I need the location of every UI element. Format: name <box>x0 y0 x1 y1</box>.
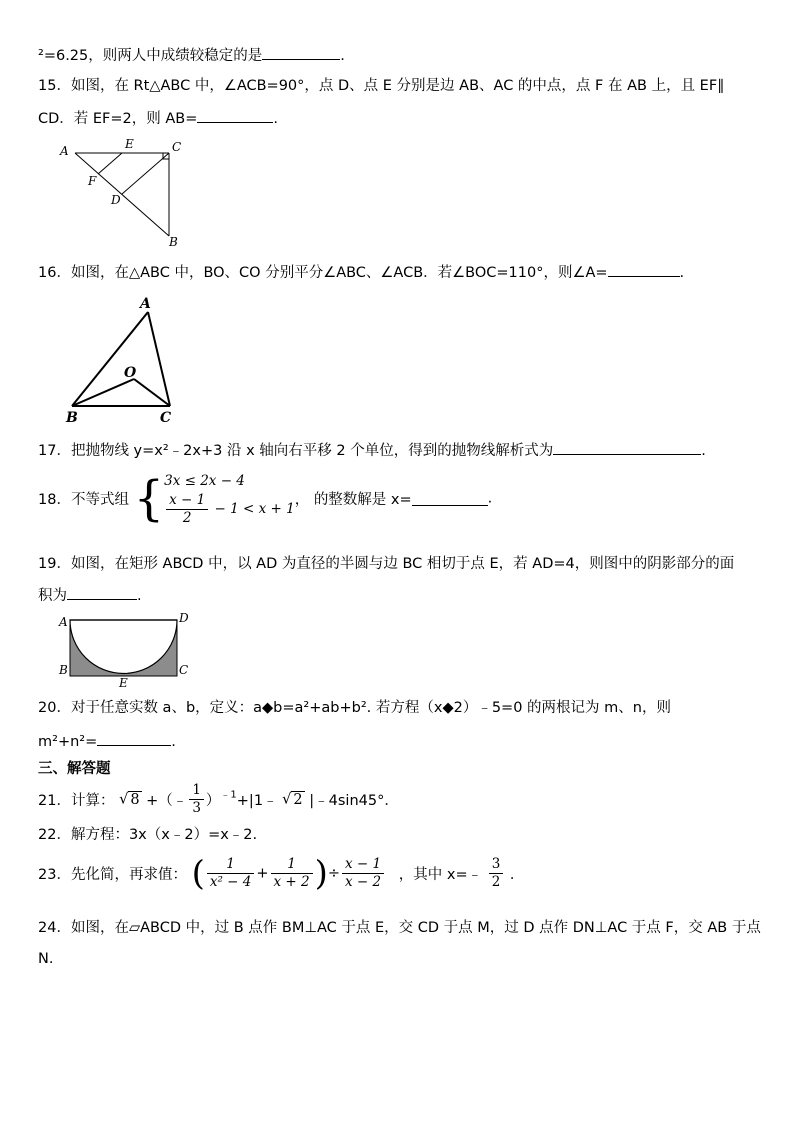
label-O: O <box>124 365 137 381</box>
label-D: D <box>111 193 121 207</box>
label-C: C <box>160 410 172 426</box>
sqrt-2: √ 2 <box>282 791 303 808</box>
inequality-system: 3x ≤ 2x − 4 $\frac{x - 1}{2}$ − 1 < x + 1 <box>164 473 295 526</box>
q15-line1: 15．如图，在 Rt△ABC 中，∠ACB=90°，点 D、点 E 分别是边 AB、AC 的中点，点 F 在 AB 上，且 EF∥ <box>38 78 725 94</box>
q24-line2: N. <box>38 951 54 967</box>
label-A: A <box>59 615 68 629</box>
q16-figure <box>62 292 187 427</box>
label-B: B <box>169 235 178 249</box>
label-D: D <box>179 611 189 625</box>
q16-line: 16．如图，在△ABC 中，BO、CO 分别平分∠ABC、∠ACB．若∠BOC=110°，则∠A= . <box>38 262 684 283</box>
q15-line2: CD．若 EF=2，则 AB= . <box>38 108 278 129</box>
q15-figure <box>55 138 195 250</box>
label-C: C <box>179 663 189 677</box>
q17-line: 17．把抛物线 y=x²﹣2x+3 沿 x 轴向右平移 2 个单位，得到的抛物线解析式为 . <box>38 440 706 461</box>
q24-line1: 24．如图，在▱ABCD 中，过 B 点作 BM⊥AC 于点 E，交 CD 于点 M，过 D 点作 DN⊥AC 于点 F，交 AB 于点 <box>38 920 761 936</box>
q19-figure <box>55 610 200 690</box>
q20-line2: m²+n²= . <box>38 731 176 752</box>
system-brace: { <box>133 470 165 527</box>
answer-blank <box>197 108 273 123</box>
label-F: F <box>88 174 97 188</box>
answer-blank <box>412 491 488 506</box>
label-A: A <box>140 296 151 312</box>
q21-line: 21．计算： √ 8 +（﹣ $\frac{1}{3}$ ）$^{﹣1}$+|1﹣ √ 2 |﹣4sin45°． <box>38 782 399 816</box>
q18-line: 18．不等式组 { 3x ≤ 2x − 4 $\frac{x - 1}{2}$ − 1 < x + 1 ， 的整数解是 x= . <box>38 470 493 527</box>
q20-line1: 20．对于任意实数 a、b，定义：a◆b=a²+ab+b². 若方程（x◆2）﹣5=0 的两根记为 m、n，则 <box>38 700 671 716</box>
q23-line: 23．先化简，再求值： ( $\frac{1}{\text{x² − 4}}$ + $\frac{1}{x + 2}$ )÷ $\frac{x - 1}{x - 2}$ ，其中 x=﹣ $\frac{3}{2}$ ． <box>38 853 525 894</box>
label-B: B <box>66 410 78 426</box>
q14-tail: ²=6.25，则两人中成绩较稳定的是 . <box>38 45 345 66</box>
q22-line: 22．解方程：3x（x﹣2）=x﹣2. <box>38 827 258 843</box>
q19-line1: 19．如图，在矩形 ABCD 中，以 AD 为直径的半圆与边 BC 相切于点 E，若 AD=4，则图中的阴影部分的面 <box>38 556 735 572</box>
sqrt-8: √ 8 <box>119 791 140 808</box>
answer-blank <box>553 440 701 455</box>
label-C: C <box>172 140 182 154</box>
answer-blank <box>608 262 680 277</box>
label-B: B <box>59 663 68 677</box>
q19-line2: 积为 . <box>38 585 142 606</box>
section-title: 三、解答题 <box>38 761 111 777</box>
answer-blank <box>67 585 137 600</box>
answer-blank <box>97 731 171 746</box>
label-E: E <box>119 676 128 690</box>
label-E: E <box>125 138 134 151</box>
answer-blank <box>262 45 340 60</box>
label-A: A <box>60 144 69 158</box>
